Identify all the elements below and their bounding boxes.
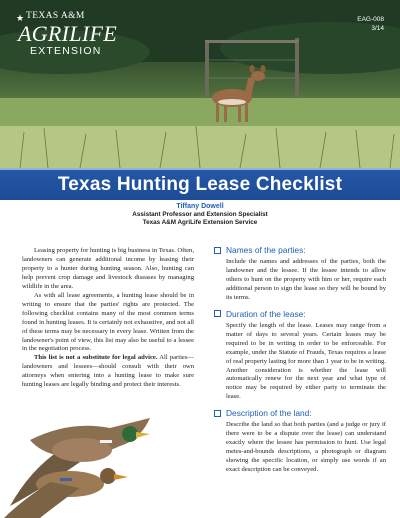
intro-paragraph-3	[22, 354, 194, 390]
star-icon: ★	[16, 13, 25, 23]
publication-number: EAG-008	[357, 16, 384, 23]
checklist-header	[214, 245, 386, 255]
section-title: Description of the land:	[226, 408, 312, 419]
logo-line-extension: EXTENSION	[30, 44, 102, 57]
author-name: Tiffany Dowell	[176, 203, 224, 210]
legal-advice-text: All parties—landowners and lessees—should consult with their own attorneys when entering into a hunting lease to make sure hunting leases are legally binding and protect their interests.	[22, 354, 194, 389]
section-body: Specify the length of the lease. Leases may range from a matter of days to several years. Certain leases may be required to be in writing in order to be enforceable. For example, under the Statute of Frauds, Texas requires a lease of real property lasting for more than 1 year to be in writing. Another consideration is whether the lease will automatically renew for the next year and what type of notice may be required by either party to terminate the lease.	[226, 321, 386, 401]
publication-date: 3/14	[371, 24, 384, 32]
author-role: Assistant Professor and Extension Specialist	[132, 211, 268, 219]
checkbox-icon[interactable]	[214, 310, 221, 317]
section-title: Duration of the lease:	[226, 308, 306, 319]
checklist-column	[214, 245, 386, 481]
section-title: Names of the parties:	[226, 245, 306, 255]
ducks-photo	[0, 410, 200, 518]
author-affiliation: Texas A&M AgriLife Extension Service	[142, 219, 258, 227]
checkbox-icon[interactable]	[214, 410, 221, 417]
logo-line-texas-am: TEXAS A&M	[26, 11, 85, 21]
section-body: Describe the land so that both parties (and a judge or jury if there were to be a dispute over the lease) can understand exactly where the lessee has permission to hunt. Use legal metes-and-bounds descriptions, a photograph or diagram showing the specific location, or simply use words if an exact description can be conveyed.	[226, 421, 386, 474]
author-block	[0, 202, 400, 227]
section-body: Include the names and addresses of the parties, both the landowner and the lessee. If the lessee intends to allow others to hunt on the property with him or her, require each additional person to sign the lease so they will be bound by its terms.	[226, 258, 386, 301]
legal-advice-disclaimer: This list is not a substitute for legal advice.	[34, 354, 158, 362]
hero-photo-deer	[0, 0, 400, 168]
agrilife-logo	[18, 12, 117, 56]
checklist-section-land	[214, 408, 386, 475]
intro-column	[22, 247, 194, 390]
checklist-section-duration	[214, 309, 386, 403]
intro-paragraph-2: As with all lease agreements, a hunting lease should be in writing to ensure that the parties' rights are protected. The following checklist contains many of the most common terms found in hunting leases. It is certainly not exhaustive, and not all of these terms may be necessary in every lease. Written from the landowner's point of view, this list may also be useful to a lessee in the negotiation process.	[22, 291, 194, 353]
checklist-header	[214, 309, 386, 319]
publication-code	[357, 16, 384, 34]
page-title: Texas Hunting Lease Checklist	[57, 174, 343, 195]
intro-paragraph-1: Leasing property for hunting is big business in Texas. Often, landowners can generate additional income by leasing their property to a hunter during hunting season. Also, hunting can help prevent crop damage and livestock diseases by managing wildlife in the area.	[22, 247, 194, 290]
checklist-section-parties	[214, 245, 386, 303]
title-band	[0, 168, 400, 200]
checklist-header	[214, 408, 386, 418]
logo-line-agrilife: AGRILIFE	[18, 20, 117, 46]
checkbox-icon[interactable]	[214, 247, 221, 254]
flying-ducks-illustration	[0, 410, 200, 518]
